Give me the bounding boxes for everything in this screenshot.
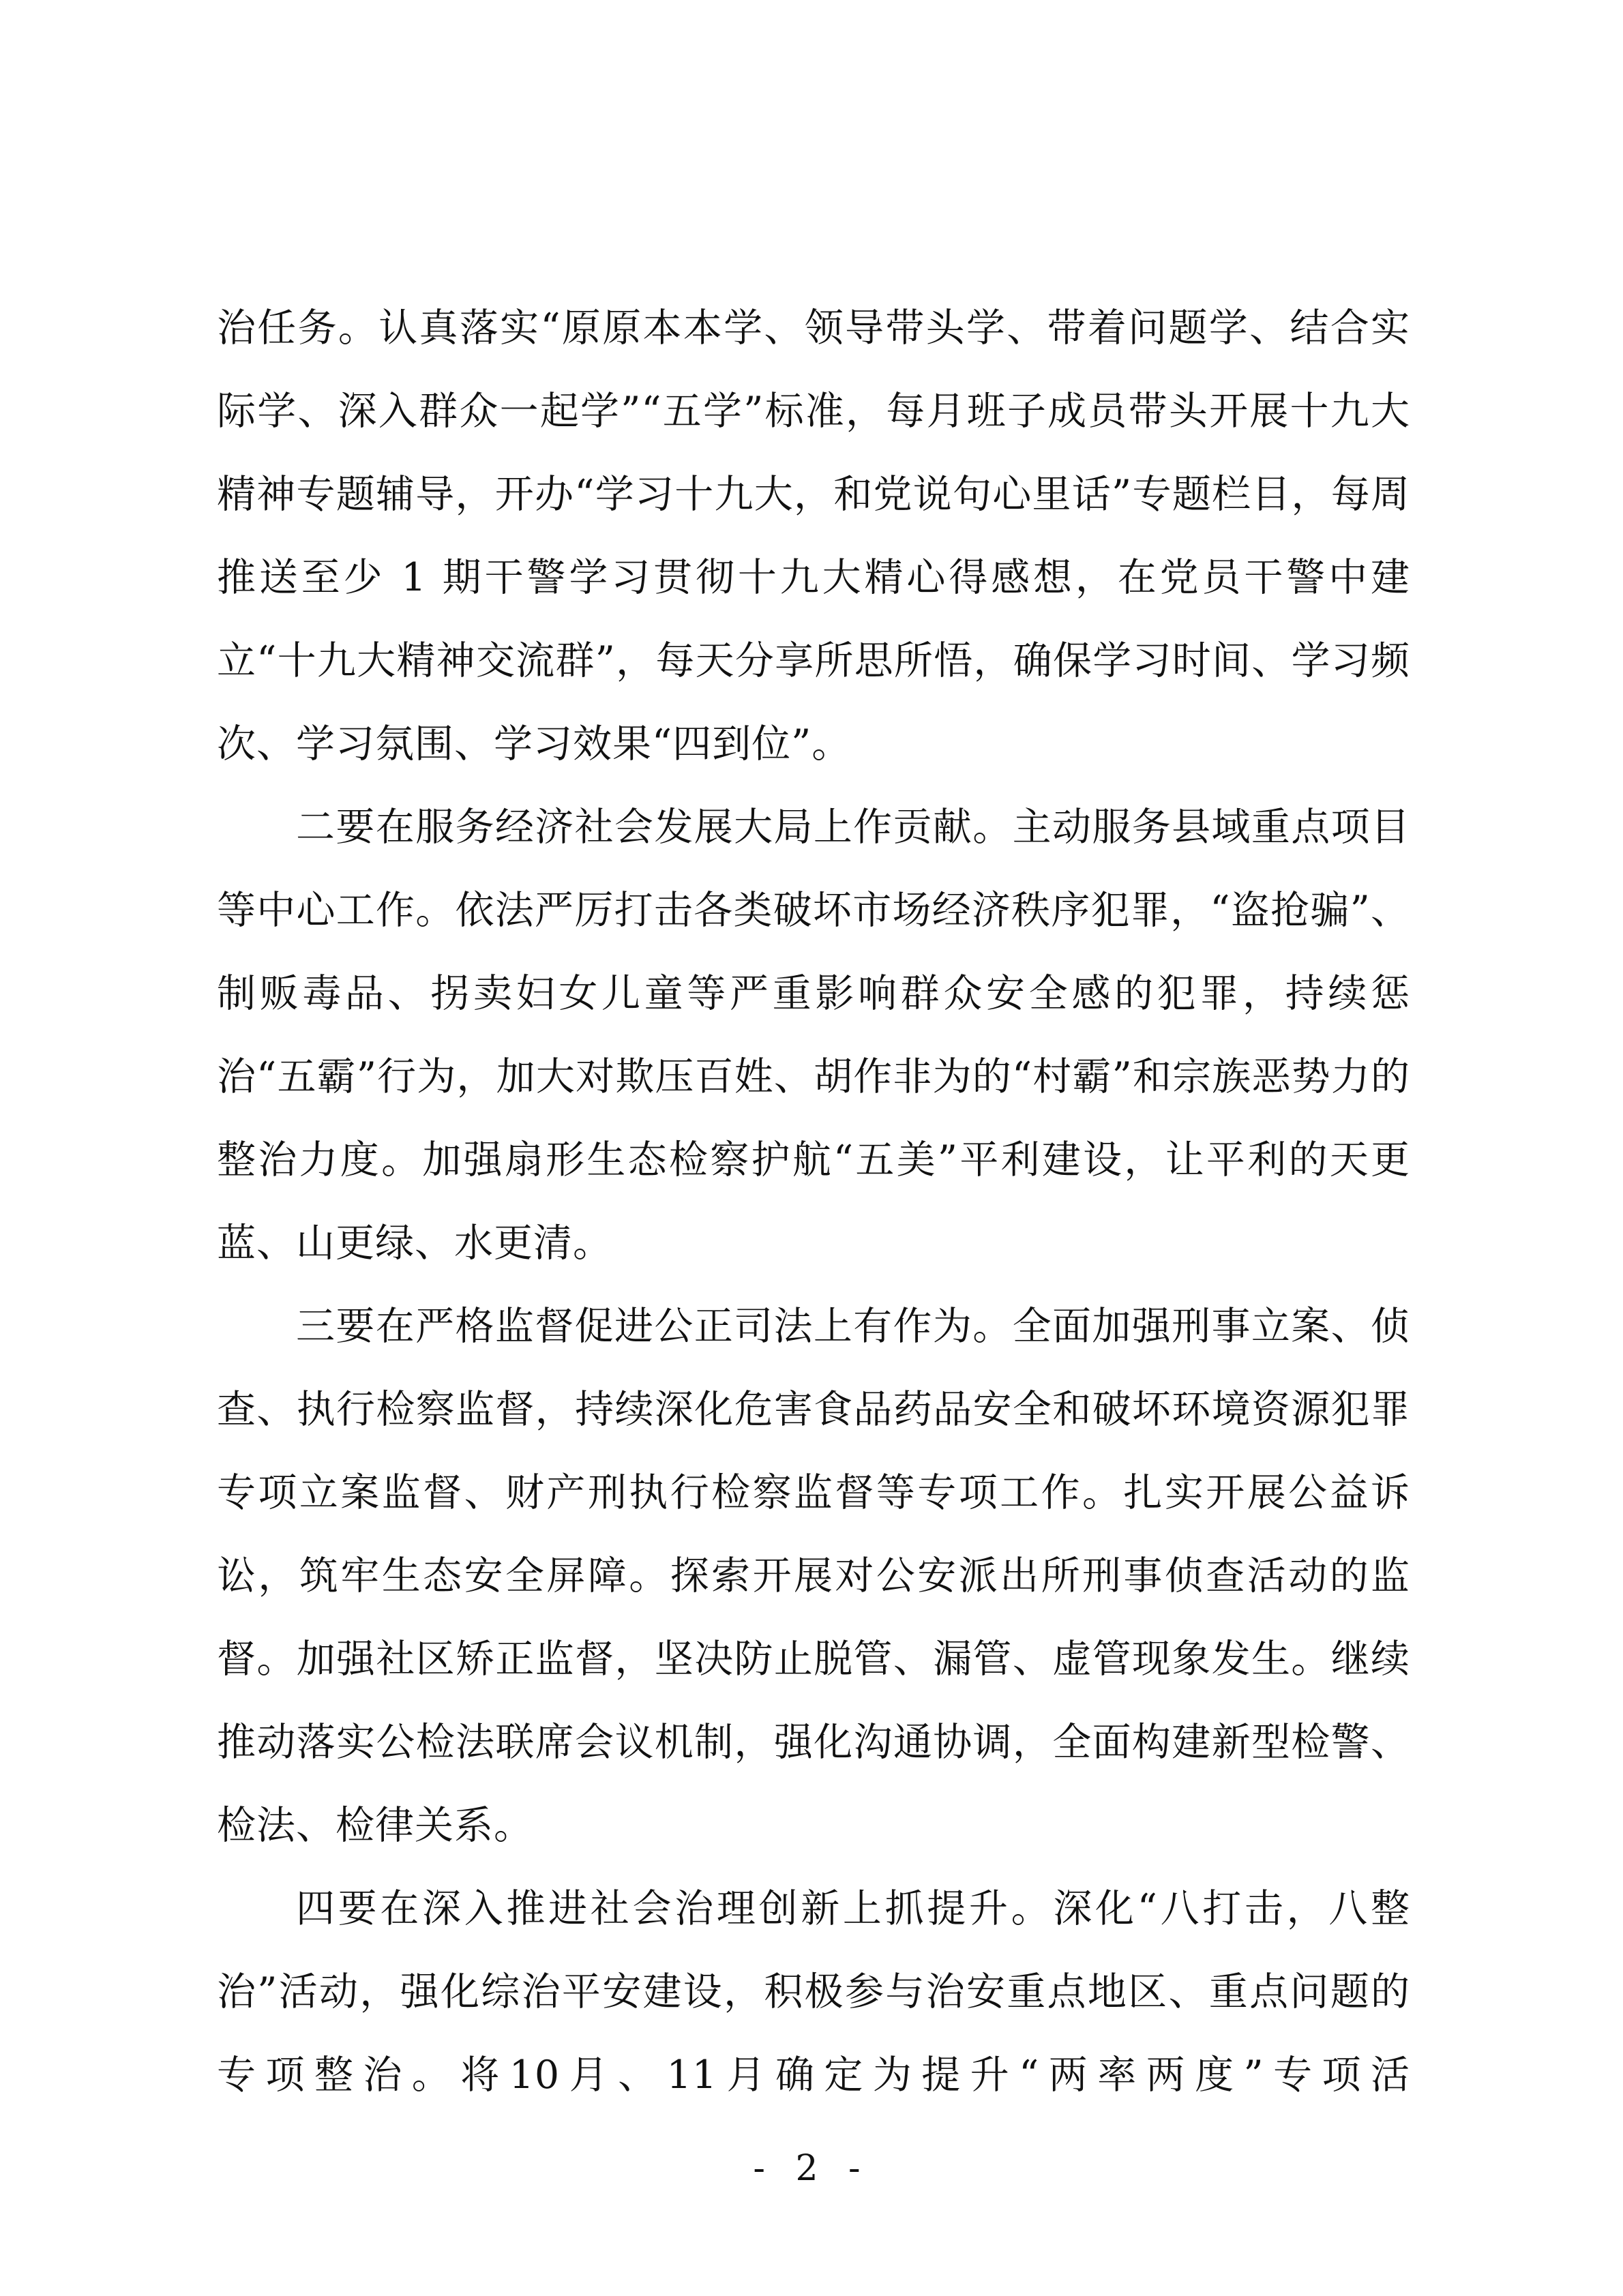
- paragraph-2: 二要在服务经济社会发展大局上作贡献。主动服务县域重点项目等中心工作。依法严厉打击各类破坏市场经济秩序犯罪，“盗抢骗”、制贩毒品、拐卖妇女儿童等严重影响群众安全感的犯罪，持续惩治“五霸”行为，加大对欺压百姓、胡作非为的“村霸”和宗族恶势力的整治力度。加强扇形生态检察护航“五美”平利建设，让平利的天更蓝、山更绿、水更清。: [217, 805, 1410, 1266]
- paragraph-3: 三要在严格监督促进公正司法上有作为。全面加强刑事立案、侦查、执行检察监督，持续深化危害食品药品安全和破坏环境资源犯罪专项立案监督、财产刑执行检察监督等专项工作。扎实开展公益诉讼，筑牢生态安全屏障。探索开展对公安派出所刑事侦查活动的监督。加强社区矫正监督，坚决防止脱管、漏管、虚管现象发生。继续推动落实公检法联席会议机制，强化沟通协调，全面构建新型检警、检法、检律关系。: [217, 1304, 1410, 1848]
- paragraph-1: 治任务。认真落实“原原本本学、领导带头学、带着问题学、结合实际学、深入群众一起学”“五学”标准，每月班子成员带头开展十九大精神专题辅导，开办“学习十九大，和党说句心里话”专题栏目，每周推送至少 1 期干警学习贯彻十九大精心得感想，在党员干警中建立“十九大精神交流群”，每天分享所思所悟，确保学习时间、学习频次、学习氛围、学习效果“四到位”。: [217, 305, 1410, 766]
- document-body: [217, 286, 1410, 2117]
- paragraph-4: 四要在深入推进社会治理创新上抓提升。深化“八打击，八整治”活动，强化综治平安建设，积极参与治安重点地区、重点问题的专项整治。将10月、11月确定为提升“两率两度”专项活: [217, 1886, 1410, 2098]
- page-number: - 2 -: [753, 2148, 870, 2189]
